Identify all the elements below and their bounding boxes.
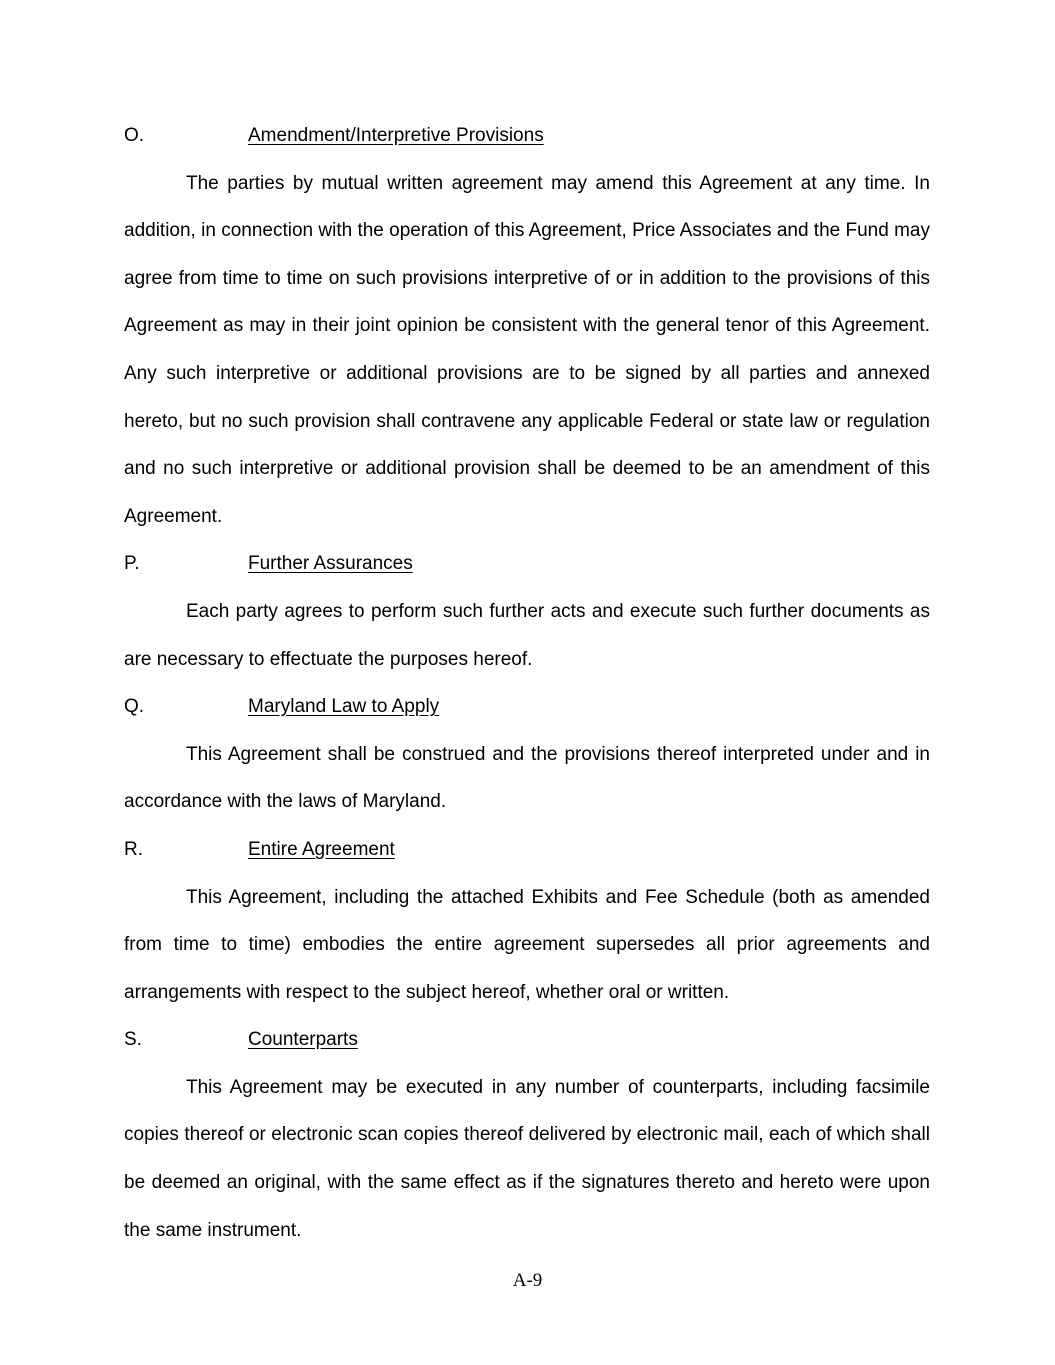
- document-page: [124, 112, 930, 1254]
- section-letter: R.: [124, 838, 143, 860]
- section-body-q: This Agreement shall be construed and the provisions thereof interpreted under and in accordance with the laws of Maryland.: [124, 743, 930, 813]
- section-body-r: This Agreement, including the attached Exhibits and Fee Schedule (both as amended from time to time) embodies the entire agreement supersedes all prior agreements and arrangements with respect to the subject hereof, whether oral or written.: [124, 886, 930, 1003]
- section-heading-q: [124, 683, 930, 731]
- section-body-o: The parties by mutual written agreement may amend this Agreement at any time. In addition, in connection with the operation of this Agreement, Price Associates and the Fund may agree from time to time on such provisions interpretive of or in addition to the provisions of this Agreement as may in their joint opinion be consistent with the general tenor of this Agreement. Any such interpretive or additional provisions are to be signed by all parties and annexed hereto, but no such provision shall contravene any applicable Federal or state law or regulation and no such interpretive or additional provision shall be deemed to be an amendment of this Agreement.: [124, 172, 930, 527]
- section-letter: S.: [124, 1029, 142, 1051]
- section-heading-r: [124, 826, 930, 874]
- section-title: Maryland Law to Apply: [248, 696, 440, 718]
- section-title: Entire Agreement: [248, 838, 395, 860]
- section-letter: P.: [124, 553, 140, 575]
- section-body-s: This Agreement may be executed in any number of counterparts, including facsimile copies thereof or electronic scan copies thereof delivered by electronic mail, each of which shall be deemed an original, with the same effect as if the signatures thereto and hereto were upon the same instrument.: [124, 1076, 930, 1241]
- section-heading-p: [124, 540, 930, 588]
- section-heading-o: [124, 112, 930, 160]
- section-heading-s: [124, 1016, 930, 1064]
- section-title: Amendment/Interpretive Provisions: [248, 125, 544, 146]
- section-title: Counterparts: [248, 1029, 358, 1051]
- page-number: A-9: [512, 1270, 543, 1291]
- section-body-p: Each party agrees to perform such further acts and execute such further documents as are necessary to effectuate the purposes hereof.: [124, 600, 930, 670]
- section-letter: O.: [124, 125, 145, 146]
- section-letter: Q.: [124, 696, 145, 718]
- section-title: Further Assurances: [248, 553, 413, 575]
